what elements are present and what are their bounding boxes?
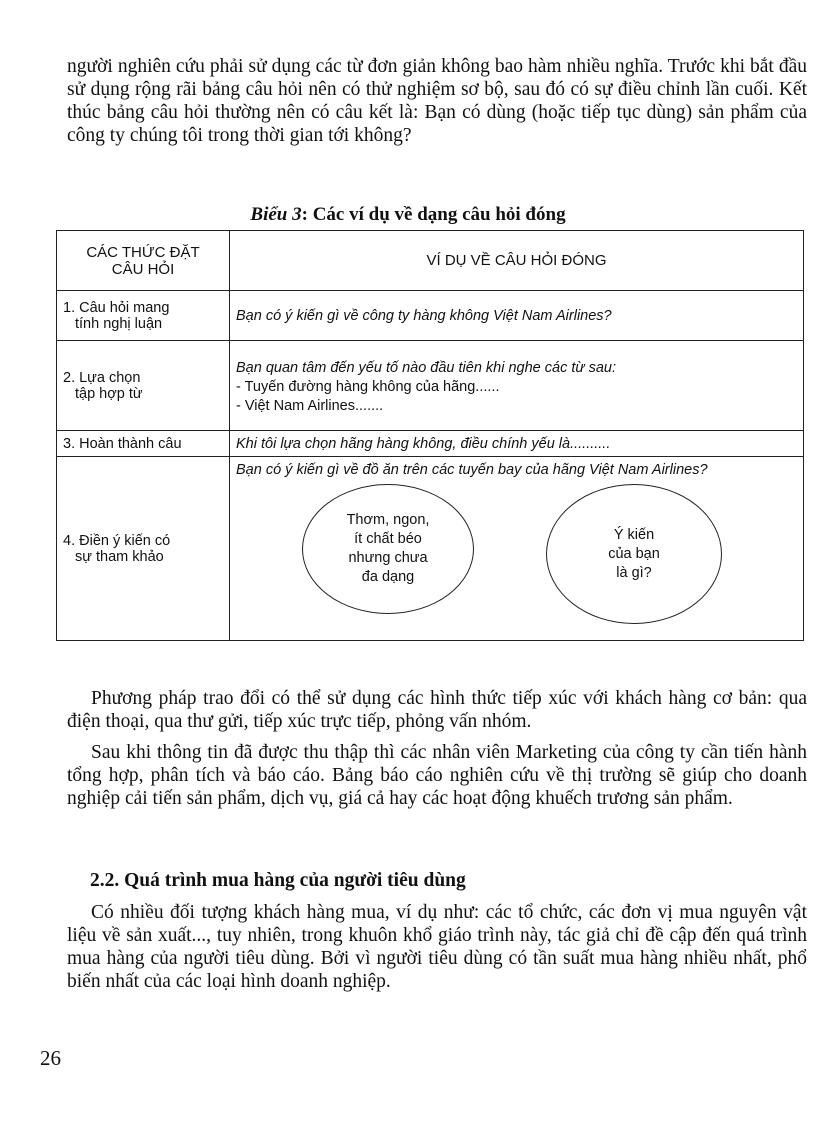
row4-example: [230, 457, 804, 641]
row3-label: 3. Hoàn thành câu: [57, 431, 230, 457]
row2-option-2: - Việt Nam Airlines.......: [236, 398, 384, 414]
table-row: [57, 341, 804, 431]
row2-question: Bạn quan tâm đến yếu tố nào đầu tiên khi nghe các từ sau:: [236, 360, 617, 376]
row2-option-1: - Tuyến đường hàng không của hãng......: [236, 379, 500, 395]
bubble-your-opinion: Ý kiến của bạn là gì?: [546, 484, 722, 624]
row3-example: Khi tôi lựa chọn hãng hàng không, điều chính yếu là..........: [230, 431, 804, 457]
closed-question-table: [56, 230, 804, 641]
table-row: [57, 431, 804, 457]
caption-prefix: Biểu 3: [250, 204, 302, 225]
row1-example: Bạn có ý kiến gì về công ty hàng không Việt Nam Airlines?: [230, 291, 804, 341]
row2-label: 2. Lựa chọn tập hợp từ: [57, 341, 230, 431]
table-caption: [0, 204, 816, 226]
paragraph-reporting: Sau khi thông tin đã được thu thập thì các nhân viên Marketing của công ty cần tiến hành tổng hợp, phân tích và báo cáo. Bảng báo cáo nghiên cứu về thị trường sẽ giúp cho doanh nghiệp cải tiến sản phẩm, dịch vụ, giá cả hay các hoạt động khuếch trương sản phẩm.: [67, 742, 807, 809]
page-number: 26: [40, 1046, 61, 1070]
table-row: [57, 457, 804, 641]
row1-label: 1. Câu hỏi mang tính nghị luận: [57, 291, 230, 341]
row2-example: [230, 341, 804, 431]
section-heading: 2.2. Quá trình mua hàng của người tiêu dùng: [90, 870, 466, 891]
speech-bubbles: [236, 478, 797, 603]
table-header-row: [57, 231, 804, 291]
header-closed-question-examples: VÍ DỤ VỀ CÂU HỎI ĐÓNG: [230, 231, 804, 291]
header-question-format: CÁC THỨC ĐẶT CÂU HỎI: [57, 231, 230, 291]
row4-question: Bạn có ý kiến gì về đồ ăn trên các tuyến bay của hãng Việt Nam Airlines?: [236, 462, 708, 478]
table-row: [57, 291, 804, 341]
caption-text: : Các ví dụ về dạng câu hỏi đóng: [301, 204, 566, 225]
bubble-sample-opinion: Thơm, ngon, ít chất béo nhưng chưa đa dạng: [302, 484, 474, 614]
paragraph-buying-process: Có nhiều đối tượng khách hàng mua, ví dụ như: các tổ chức, các đơn vị mua nguyên vật liệu về sản xuất..., tuy nhiên, trong khuôn khổ giáo trình này, tác giả chỉ đề cập đến quá trình mua hàng của người tiêu dùng. Bởi vì người tiêu dùng có tần suất mua hàng nhiều nhất, phổ biến nhất của các loại hình doanh nghiệp.: [67, 902, 807, 992]
intro-paragraph: người nghiên cứu phải sử dụng các từ đơn giản không bao hàm nhiều nghĩa. Trước khi bắt đầu sử dụng rộng rãi bảng câu hỏi nên có thử nghiệm sơ bộ, sau đó có sự điều chỉnh lần cuối. Kết thúc bảng câu hỏi thường nên có câu kết là: Bạn có dùng (hoặc tiếp tục dùng) sản phẩm của công ty chúng tôi trong thời gian tới không?: [67, 56, 807, 146]
paragraph-contact-methods: Phương pháp trao đổi có thể sử dụng các hình thức tiếp xúc với khách hàng cơ bản: qua điện thoại, qua thư gửi, tiếp xúc trực tiếp, phỏng vấn nhóm.: [67, 688, 807, 732]
row4-label: 4. Điền ý kiến có sự tham khảo: [57, 457, 230, 641]
